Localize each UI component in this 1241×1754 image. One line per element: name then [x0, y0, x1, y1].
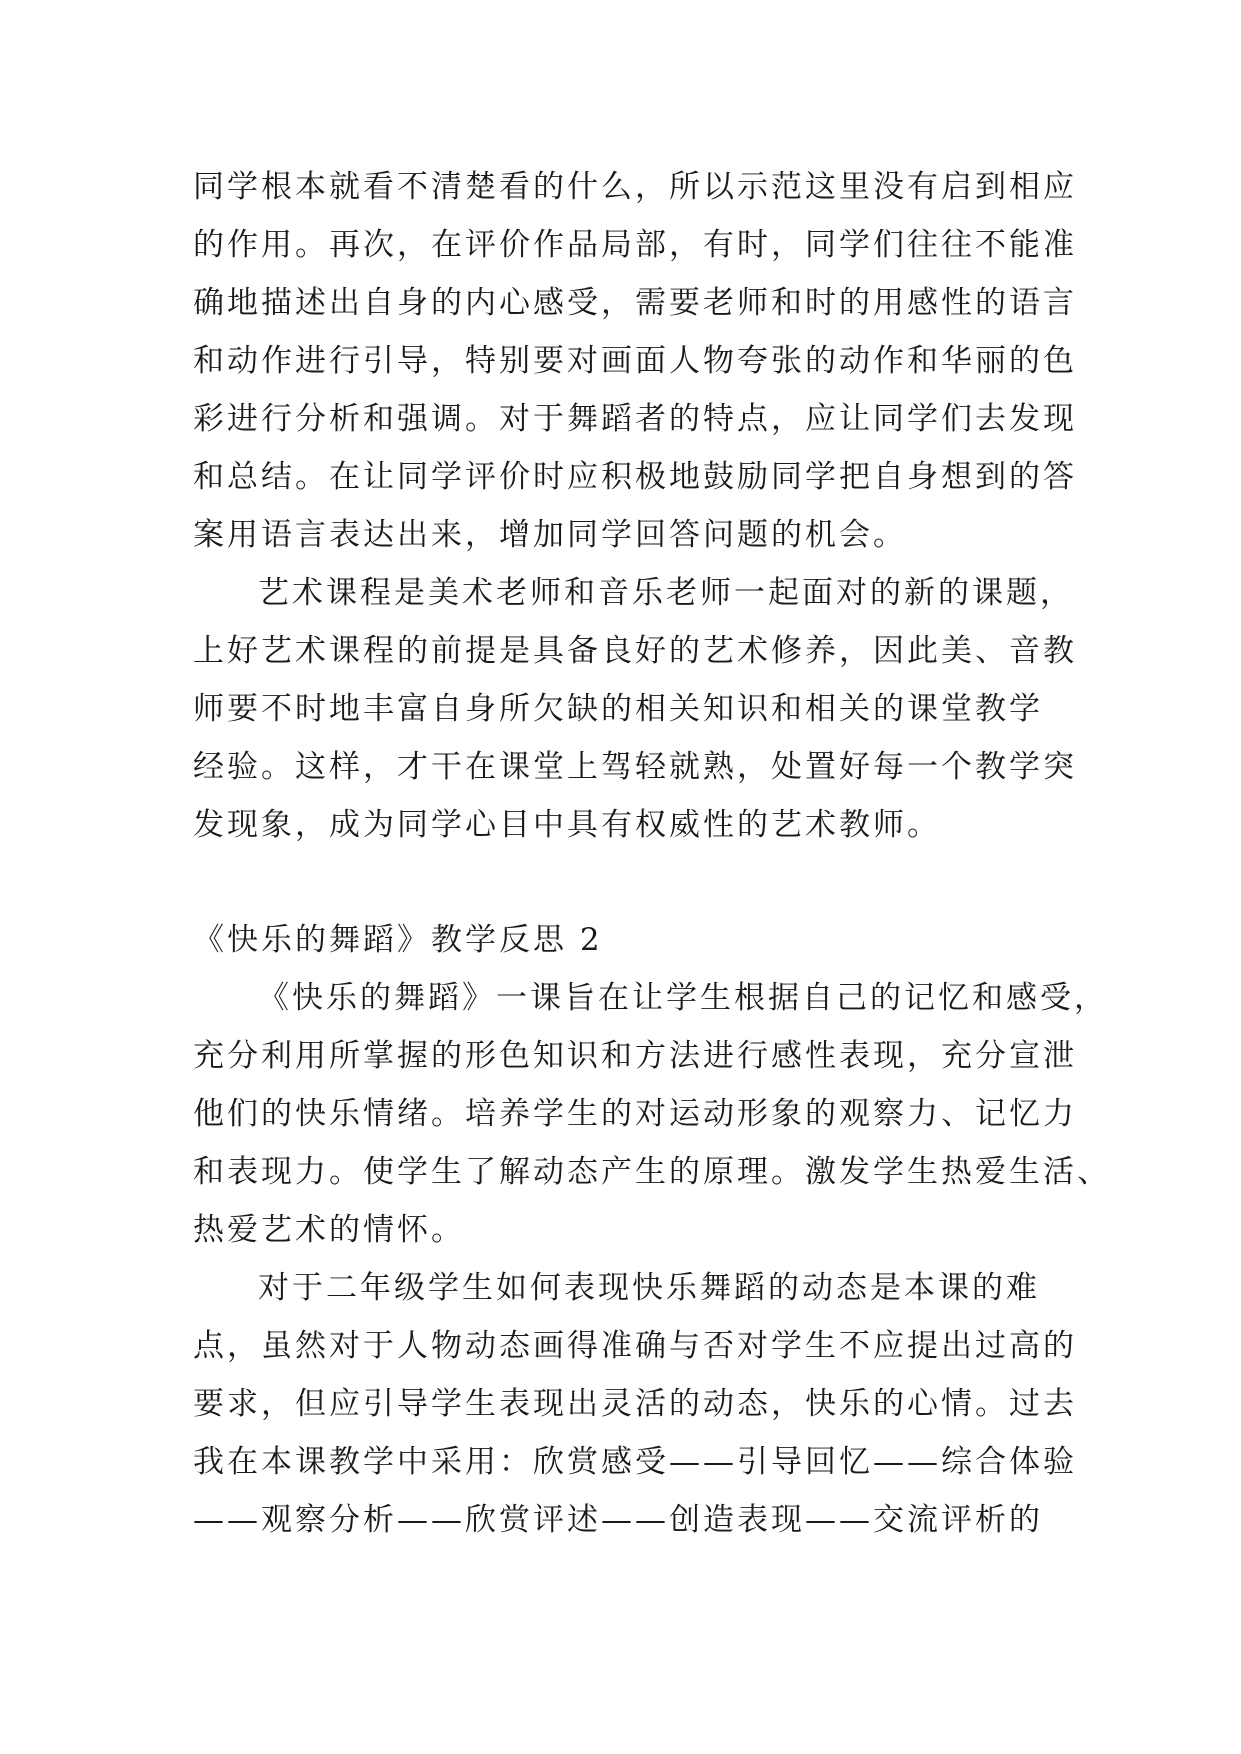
text-line: ——观察分析——欣赏评述——创造表现——交流评析的 — [193, 1502, 1043, 1538]
text-line: 的作用。再次，在评价作品局部，有时，同学们往往不能准 — [193, 227, 1077, 263]
text-line: 他们的快乐情绪。培养学生的对运动形象的观察力、记忆力 — [193, 1096, 1077, 1132]
text-line: 经验。这样，才干在课堂上驾轻就熟，处置好每一个教学突 — [193, 749, 1077, 785]
text-line: 师要不时地丰富自身所欠缺的相关知识和相关的课堂教学 — [193, 691, 1043, 727]
text-line: 充分利用所掌握的形色知识和方法进行感性表现，充分宣泄 — [193, 1038, 1077, 1074]
text-line: 点，虽然对于人物动态画得准确与否对学生不应提出过高的 — [193, 1328, 1077, 1364]
text-line: 案用语言表达出来，增加同学回答问题的机会。 — [193, 517, 907, 553]
text-line: 和总结。在让同学评价时应积极地鼓励同学把自身想到的答 — [193, 459, 1077, 495]
text-line: 上好艺术课程的前提是具备良好的艺术修养，因此美、音教 — [193, 633, 1077, 669]
text-line: 彩进行分析和强调。对于舞蹈者的特点，应让同学们去发现 — [193, 401, 1077, 437]
text-line: 确地描述出自身的内心感受，需要老师和时的用感性的语言 — [193, 285, 1077, 321]
text-line: 要求，但应引导学生表现出灵活的动态，快乐的心情。过去 — [193, 1386, 1077, 1422]
text-line: 同学根本就看不清楚看的什么，所以示范这里没有启到相应 — [193, 169, 1077, 205]
text-line: 艺术课程是美术老师和音乐老师一起面对的新的课题， — [258, 575, 1074, 611]
text-line: 热爱艺术的情怀。 — [193, 1212, 465, 1248]
text-line: 对于二年级学生如何表现快乐舞蹈的动态是本课的难 — [258, 1270, 1040, 1306]
text-line: 《快乐的舞蹈》一课旨在让学生根据自己的记忆和感受， — [258, 980, 1108, 1016]
section-title: 《快乐的舞蹈》教学反思 2 — [193, 922, 603, 958]
text-line: 和表现力。使学生了解动态产生的原理。激发学生热爱生活、 — [193, 1154, 1111, 1190]
text-line: 发现象，成为同学心目中具有权威性的艺术教师。 — [193, 807, 941, 843]
text-line: 和动作进行引导，特别要对画面人物夸张的动作和华丽的色 — [193, 343, 1077, 379]
text-line: 我在本课教学中采用：欣赏感受——引导回忆——综合体验 — [193, 1444, 1077, 1480]
